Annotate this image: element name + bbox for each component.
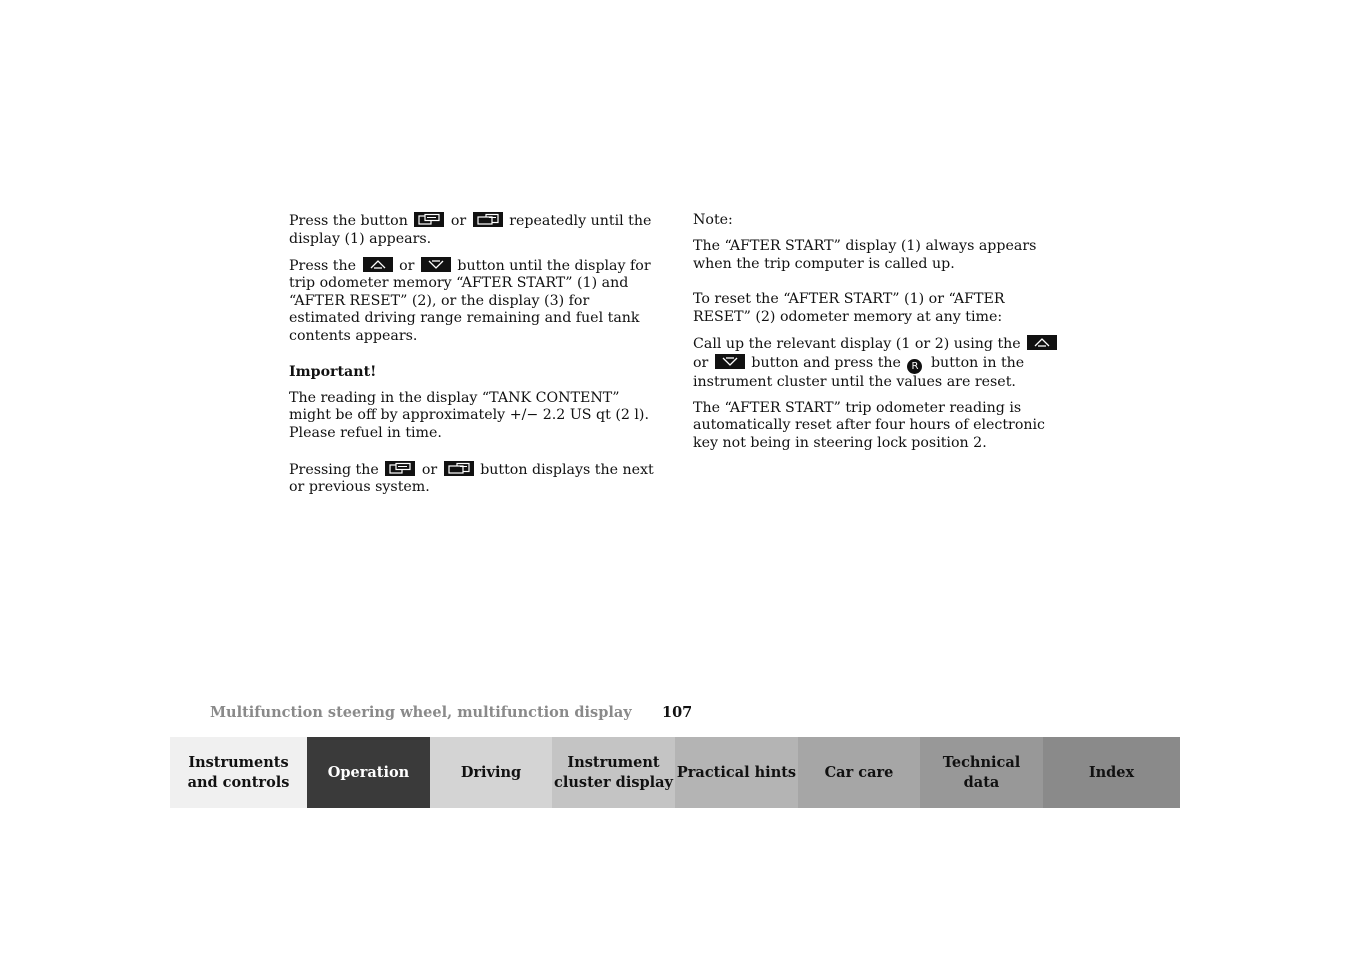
section-title: Multifunction steering wheel, multifunction display	[210, 704, 632, 721]
left-column	[289, 212, 659, 505]
paragraph-press-button: Press the button or repeatedly until the display (1) appears.	[289, 213, 652, 247]
previous-system-key-icon	[444, 461, 474, 476]
arrow-down-key-icon	[421, 257, 451, 272]
arrow-down-key-icon	[715, 354, 745, 369]
reset-button-icon: R	[907, 359, 922, 374]
important-heading: Important!	[289, 363, 377, 380]
tab-instrument-cluster-display[interactable]: Instrument cluster display	[552, 737, 675, 808]
tab-practical-hints[interactable]: Practical hints	[675, 737, 798, 808]
paragraph-reset: To reset the “AFTER START” (1) or “AFTER RESET” (2) odometer memory at any time:	[693, 291, 1005, 325]
tab-driving[interactable]: Driving	[430, 737, 552, 808]
page-number: 107	[662, 704, 693, 721]
arrow-up-key-icon	[1027, 335, 1057, 350]
right-column	[693, 212, 1063, 461]
tab-instruments-and-controls[interactable]: Instruments and controls	[170, 737, 307, 808]
chapter-tabs	[170, 737, 1180, 808]
paragraph-call-up: Call up the relevant display (1 or 2) using the or button and press the R button in the instrument cluster until the values are reset.	[693, 335, 1063, 391]
paragraph-after-start: The “AFTER START” display (1) always appears when the trip computer is called up.	[693, 238, 1037, 272]
next-system-key-icon	[385, 461, 415, 476]
next-system-key-icon	[414, 212, 444, 227]
paragraph-pressing: Pressing the or button displays the next or previous system.	[289, 461, 654, 496]
tab-car-care[interactable]: Car care	[798, 737, 920, 808]
tab-operation[interactable]: Operation	[307, 737, 430, 808]
paragraph-tank-content: The reading in the display “TANK CONTENT” might be off by approximately +/− 2.2 US qt (2 l). Please refuel in time.	[289, 389, 649, 441]
arrow-up-key-icon	[363, 257, 393, 272]
tab-technical-data[interactable]: Technical data	[920, 737, 1043, 808]
note-heading: Note:	[693, 212, 733, 228]
paragraph-auto-reset: The “AFTER START” trip odometer reading is automatically reset after four hours of electronic key not being in steering lock position 2.	[693, 399, 1045, 451]
previous-system-key-icon	[473, 212, 503, 227]
tab-index[interactable]: Index	[1043, 737, 1180, 808]
paragraph-press-arrow: Press the or button until the display for trip odometer memory “AFTER START” (1) and “AFTER RESET” (2), or the display (3) for estimated driving range remaining and fuel tank contents appears.	[289, 257, 651, 345]
